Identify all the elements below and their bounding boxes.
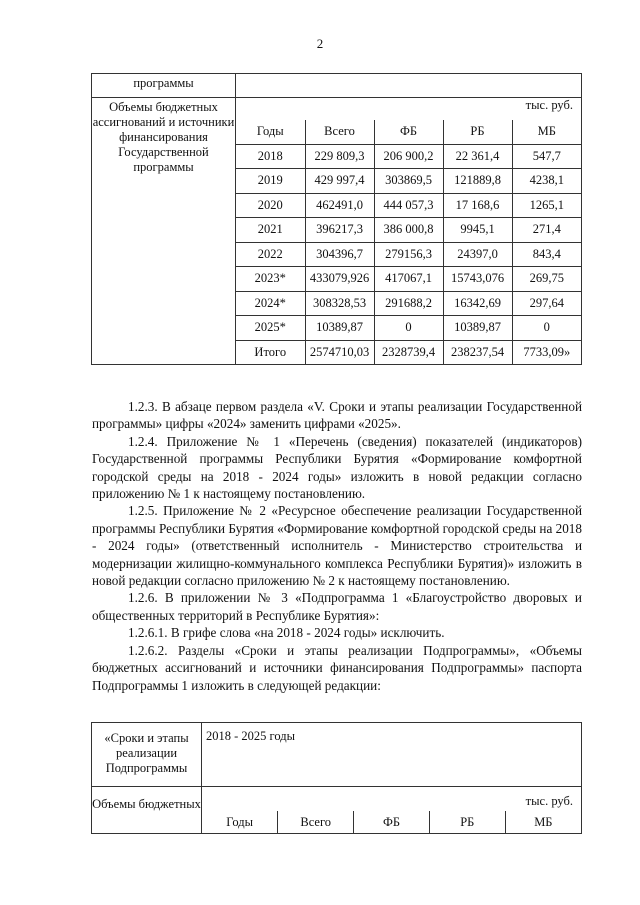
table-row [236,242,581,267]
cell-year: 2019 [236,169,305,194]
cell-year: Итого [236,340,305,364]
subprogram-years-table [202,811,581,833]
cell-total: 304396,7 [305,242,374,267]
paragraph: 1.2.6.1. В грифе слова «на 2018 - 2024 годы» исключить. [128,625,445,641]
funding-row [92,98,582,365]
terms-row [92,723,582,787]
header-fb: ФБ [354,811,430,833]
cell-fb: 291688,2 [374,291,443,316]
subprogram-funding-label: Объемы бюджетных [92,787,202,834]
header-rb: РБ [443,120,512,144]
cell-fb: 303869,5 [374,169,443,194]
cell-year: 2023* [236,267,305,292]
header-total: Всего [278,811,354,833]
table-row [236,316,581,341]
funding-cell [236,98,582,365]
cell-mb: 271,4 [512,218,581,243]
cell-rb: 10389,87 [443,316,512,341]
terms-value: 2018 - 2025 годы [202,723,582,787]
header-mb: МБ [505,811,581,833]
funding-table [91,73,582,365]
cell-year: 2025* [236,316,305,341]
cell-fb: 0 [374,316,443,341]
cell-mb: 0 [512,316,581,341]
paragraph: 1.2.3. В абзаце первом раздела «V. Сроки и этапы реализации Государственной программы» цифры «2024» заменить цифрами «2025». [92,399,582,432]
unit-label: тыс. руб. [525,98,573,112]
cell-fb: 386 000,8 [374,218,443,243]
paragraph: 1.2.4. Приложение № 1 «Перечень (сведения) показателей (индикаторов) Государственной программы Республики Бурятия «Формирование комфортной городской среды на 2018 - 2024 годы» изложить в новой редакции согласно приложению № 1 к настоящему постановлению. [92,433,582,502]
header-fb: ФБ [374,120,443,144]
subprogram-funding-cell [202,787,582,834]
header-rb: РБ [429,811,505,833]
cell-fb: 279156,3 [374,242,443,267]
header-row [202,811,581,833]
cell-total: 229 809,3 [305,144,374,169]
cell-year: 2024* [236,291,305,316]
cell-total: 2574710,03 [305,340,374,364]
table-row [236,144,581,169]
cell-rb: 16342,69 [443,291,512,316]
cell-year: 2018 [236,144,305,169]
unit-label: тыс. руб. [525,794,573,808]
cell-total: 10389,87 [305,316,374,341]
cell-total: 462491,0 [305,193,374,218]
cell-rb: 9945,1 [443,218,512,243]
cell-mb: 843,4 [512,242,581,267]
cell-fb: 206 900,2 [374,144,443,169]
funding-years-table [236,120,581,364]
header-year: Годы [202,811,278,833]
cell-rb: 121889,8 [443,169,512,194]
cell-mb: 1265,1 [512,193,581,218]
cell-year: 2021 [236,218,305,243]
cell-mb: 7733,09» [512,340,581,364]
paragraph: 1.2.6. В приложении № 3 «Подпрограмма 1 «Благоустройство дворовых и общественных территорий в Республике Бурятия»: [92,590,582,623]
program-row [92,74,582,98]
cell-total: 429 997,4 [305,169,374,194]
cell-mb: 269,75 [512,267,581,292]
table-row [236,193,581,218]
cell-total: 396217,3 [305,218,374,243]
paragraph: 1.2.5. Приложение № 2 «Ресурсное обеспечение реализации Государственной программы Республики Бурятия «Формирование комфортной городской среды на 2018 - 2024 годы» (ответственный исполнитель - Министерство строительства и модернизации жилищно-коммунального комплекса Республики Бурятия)» изложить в новой редакции согласно приложению № 2 к настоящему постановлению. [92,503,582,589]
cell-rb: 17 168,6 [443,193,512,218]
cell-rb: 15743,076 [443,267,512,292]
page-number: 2 [316,36,324,51]
terms-label: «Сроки и этапы реализации Подпрограммы [92,723,202,787]
cell-rb: 24397,0 [443,242,512,267]
cell-total: 308328,53 [305,291,374,316]
table-row [236,267,581,292]
paragraph: 1.2.6.2. Разделы «Сроки и этапы реализации Подпрограммы», «Объемы бюджетных ассигнований и источники финансирования Подпрограммы» паспорта Подпрограммы 1 изложить в следующей редакции: [92,642,582,693]
table-row [236,291,581,316]
cell-rb: 238237,54 [443,340,512,364]
cell-mb: 547,7 [512,144,581,169]
program-label: программы [92,74,236,98]
cell-fb: 2328739,4 [374,340,443,364]
subprogram-table [91,722,582,834]
cell-total: 433079,926 [305,267,374,292]
header-mb: МБ [512,120,581,144]
header-total: Всего [305,120,374,144]
cell-fb: 444 057,3 [374,193,443,218]
cell-rb: 22 361,4 [443,144,512,169]
cell-year: 2022 [236,242,305,267]
funding-label: Объемы бюджетных ассигнований и источники финансирования Государственной программы [92,98,236,365]
header-year: Годы [236,120,305,144]
table-row [236,218,581,243]
program-value [236,74,582,98]
cell-mb: 297,64 [512,291,581,316]
body-text [92,398,582,694]
cell-year: 2020 [236,193,305,218]
cell-mb: 4238,1 [512,169,581,194]
table-row [236,169,581,194]
subprogram-funding-row [92,787,582,834]
table-row [236,340,581,364]
cell-fb: 417067,1 [374,267,443,292]
header-row [236,120,581,144]
